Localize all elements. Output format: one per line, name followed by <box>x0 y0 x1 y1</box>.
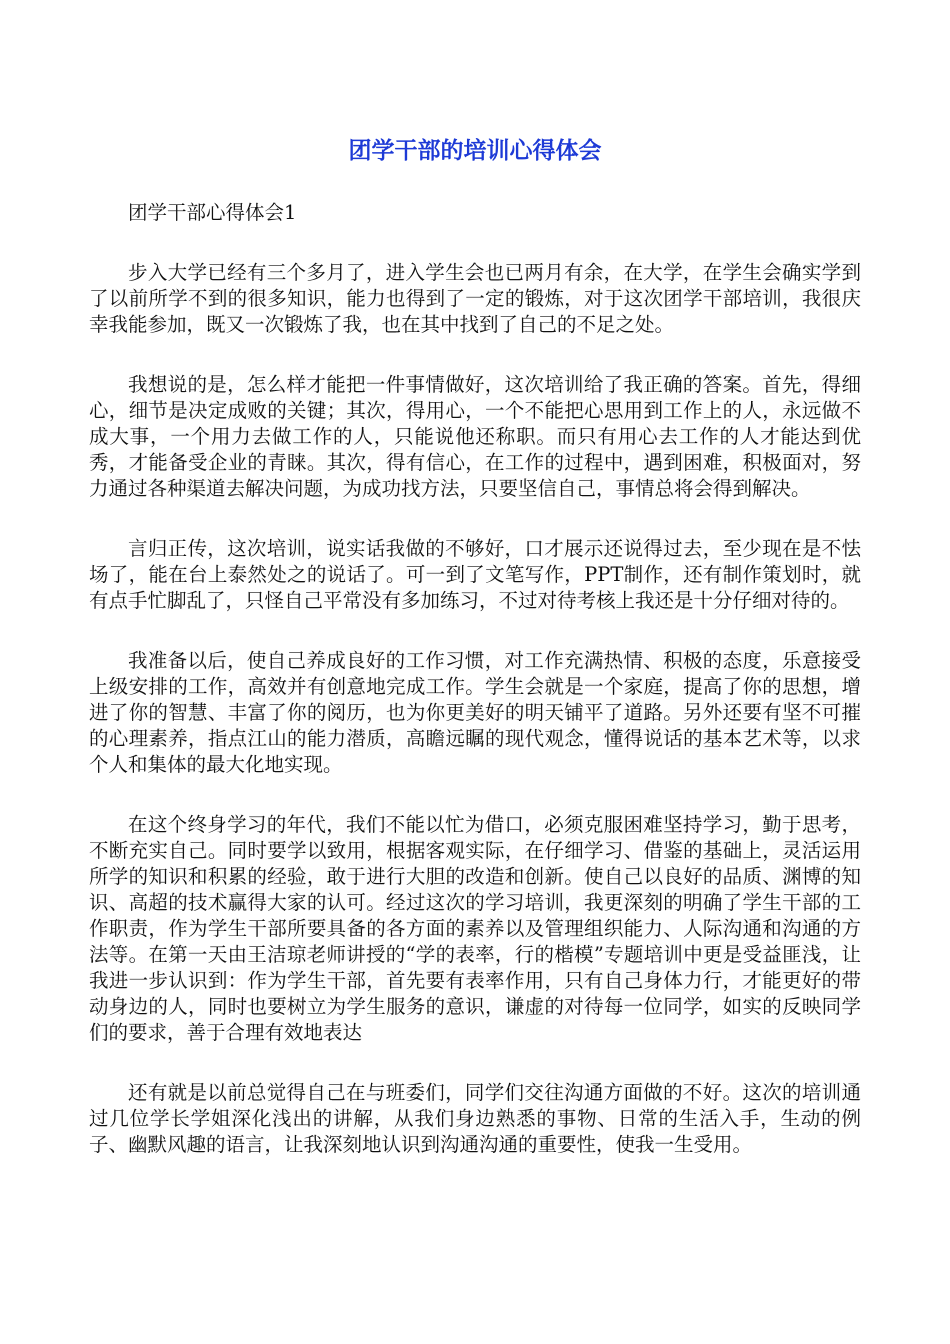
paragraph-5: 在这个终身学习的年代，我们不能以忙为借口，必须克服困难坚持学习，勤于思考，不断充实自己。同时要学以致用，根据客观实际，在仔细学习、借鉴的基础上，灵活运用所学的知识和积累的经验，敢于进行大胆的改造和创新。使自己以良好的品质、渊博的知识、高超的技术赢得大家的认可。经过这次的学习培训，我更深刻的明确了学生干部的工作职责，作为学生干部所要具备的各方面的素养以及管理组织能力、人际沟通和沟通的方法等。在第一天由王洁琼老师讲授的“学的表率，行的楷模”专题培训中更是受益匪浅，让我进一步认识到：作为学生干部，首先要有表率作用，只有自己身体力行，才能更好的带动身边的人，同时也要树立为学生服务的意识，谦虚的对待每一位同学，如实的反映同学们的要求，善于合理有效地表达 <box>89 813 861 1044</box>
paragraph-4: 我准备以后，使自己养成良好的工作习惯，对工作充满热情、积极的态度，乐意接受上级安排的工作，高效并有创意地完成工作。学生会就是一个家庭，提高了你的思想，增进了你的智慧、丰富了你的阅历，也为你更美好的明天铺平了道路。另外还要有坚不可摧的心理素养，指点江山的能力潜质，高瞻远瞩的现代观念，懂得说话的基本艺术等，以求个人和集体的最大化地实现。 <box>89 649 861 776</box>
paragraph-6: 还有就是以前总觉得自己在与班委们，同学们交往沟通方面做的不好。这次的培训通过几位学长学姐深化浅出的讲解，从我们身边熟悉的事物、日常的生活入手，生动的例子、幽默风趣的语言，让我深刻地认识到沟通沟通的重要性，使我一生受用。 <box>89 1081 861 1156</box>
document-title: 团学干部的培训心得体会 <box>348 138 602 164</box>
paragraph-2: 我想说的是，怎么样才能把一件事情做好，这次培训给了我正确的答案。首先，得细心，细节是决定成败的关键；其次，得用心，一个不能把心思用到工作上的人，永远做不成大事，一个用力去做工作的人，只能说他还称职。而只有用心去工作的人才能达到优秀，才能备受企业的青睐。其次，得有信心，在工作的过程中，遇到困难，积极面对，努力通过各种渠道去解决问题，为成功找方法，只要坚信自己，事情总将会得到解决。 <box>89 373 861 500</box>
paragraph-3: 言归正传，这次培训，说实话我做的不够好，口才展示还说得过去，至少现在是不怯场了，能在台上泰然处之的说话了。可一到了文笔写作，PPT制作，还有制作策划时，就有点手忙脚乱了，只怪自己平常没有多加练习，不过对待考核上我还是十分仔细对待的。 <box>89 537 861 612</box>
section-heading: 团学干部心得体会1 <box>128 201 297 224</box>
paragraph-1: 步入大学已经有三个多月了，进入学生会也已两月有余，在大学，在学生会确实学到了以前所学不到的很多知识，能力也得到了一定的锻炼，对于这次团学干部培训，我很庆幸我能参加，既又一次锻炼了我，也在其中找到了自己的不足之处。 <box>89 261 861 336</box>
document-body <box>89 200 861 1192</box>
